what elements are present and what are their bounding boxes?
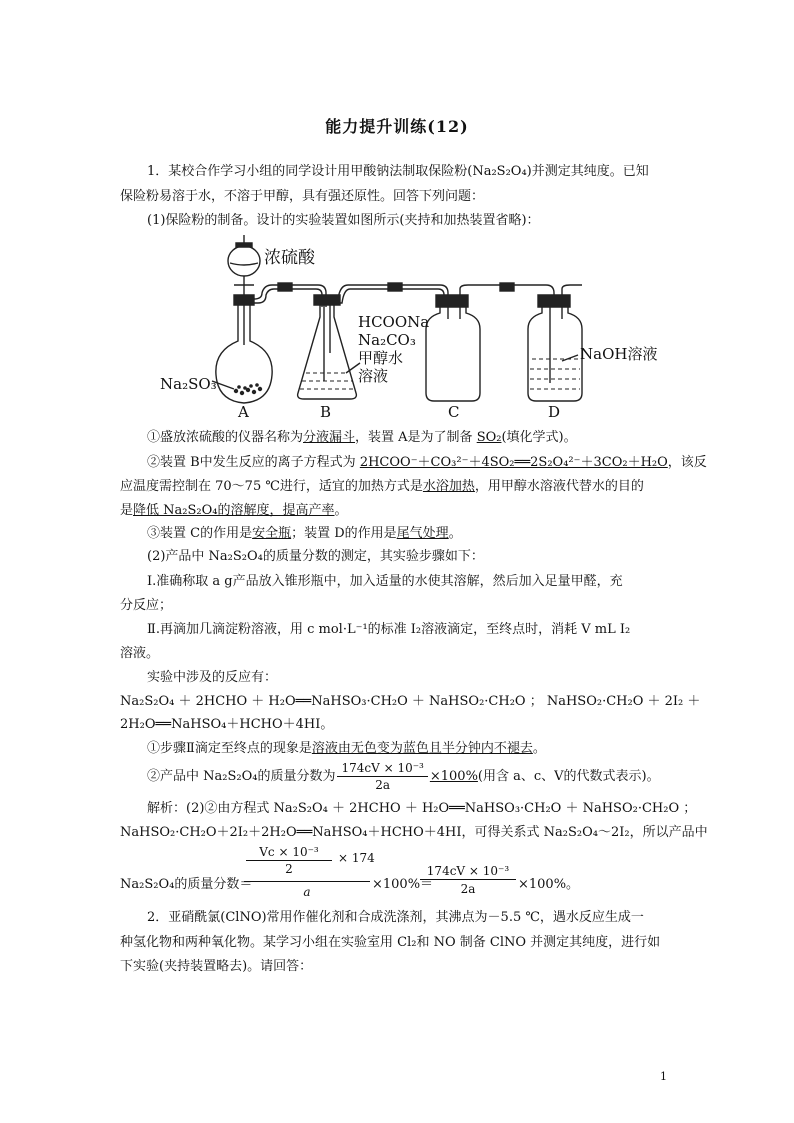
q2-line1: 2．亚硝酰氯(ClNO)常用作催化剂和合成洗涤剂，其沸点为－5.5 ℃，遇水反应生成一 <box>147 910 644 925</box>
reaction-line1: Na₂S₂O₄ ＋ 2HCHO ＋ H₂O══NaHSO₃·CH₂O ＋ NaHSO₂·CH₂O ； NaHSO₂·CH₂O ＋ 2I₂ ＋ <box>120 694 701 709</box>
explanation-line1: 解析：(2)②由方程式 Na₂S₂O₄ ＋ 2HCHO ＋ H₂O══NaHSO₃·CH₂O ＋ NaHSO₂·CH₂O ； <box>147 801 697 816</box>
answer-purpose: 降低 Na₂S₂O₄的溶解度，提高产率 <box>133 503 335 518</box>
step1-line2: 分反应； <box>120 598 173 613</box>
answer-1-2-line2: 应温度需控制在 70～75 ℃进行，适宜的加热方式是水浴加热，用甲醇水溶液代替水的目的 <box>120 479 644 494</box>
q2-line3: 下实验(夹持装置略去)。请回答： <box>120 959 313 974</box>
explanation-formula: Vc × 10⁻³ 2 × 174 a Na₂S₂O₄的质量分数＝ ×100%＝ 174cV × 10⁻³ 2a ×100%。 <box>120 845 580 899</box>
label-C: C <box>448 403 460 421</box>
label-solution: 溶液 <box>358 367 389 385</box>
answer-1-2-line3: 是降低 Na₂S₂O₄的溶解度，提高产率。 <box>120 503 348 518</box>
answer-tail-gas: 尾气处理 <box>396 526 449 541</box>
answer-so2: SO₂ <box>476 430 502 445</box>
q1-part2: (2)产品中 Na₂S₂O₄的质量分数的测定，其实验步骤如下： <box>147 549 484 564</box>
page-title: 能力提升训练(12) <box>325 117 469 136</box>
label-A: A <box>238 403 249 421</box>
reactions-title: 实验中涉及的反应有： <box>147 670 278 685</box>
answer-2-1: ①步骤Ⅱ滴定至终点的现象是溶液由无色变为蓝色且半分钟内不褪去。 <box>147 741 546 756</box>
answer-1-1: ①盛放浓硫酸的仪器名称为分液漏斗，装置 A是为了制备 SO₂(填化学式)。 <box>147 430 577 445</box>
apparatus-diagram <box>150 233 680 423</box>
answer-ionic-equation: 2HCOO⁻＋CO₃²⁻＋4SO₂══2S₂O₄²⁻＋3CO₂＋H₂O <box>359 455 668 470</box>
answer-safety-bottle: 安全瓶 <box>252 526 292 541</box>
answer-2-2: ②产品中 Na₂S₂O₄的质量分数为 $\frac{\text{174cV × 10⁻³}}{2a}$ ×100%(用含 a、c、V的代数式表示)。 <box>147 761 660 792</box>
q2-line2: 种氢化物和两种氧化物。某学习小组在实验室用 Cl₂和 NO 制备 ClNO 并测定其纯度，进行如 <box>120 935 661 950</box>
reaction-line2: 2H₂O══NaHSO₄＋HCHO＋4HI。 <box>120 717 334 732</box>
page-number: 1 <box>660 1070 667 1083</box>
answer-water-bath: 水浴加热 <box>422 479 475 494</box>
label-B: B <box>320 403 332 421</box>
step2-line2: 溶液。 <box>120 646 160 661</box>
step1-line1: Ⅰ.准确称取 a g产品放入锥形瓶中，加入适量的水使其溶解，然后加入足量甲醛，充 <box>147 574 623 589</box>
label-na2so3: Na₂SO₃ <box>160 375 217 393</box>
step2-line1: Ⅱ.再滴加几滴淀粉溶液，用 c mol·L⁻¹的标准 I₂溶液滴定，至终点时，消耗 V mL I₂ <box>147 622 631 637</box>
answer-1-3: ③装置 C的作用是安全瓶；装置 D的作用是尾气处理。 <box>147 526 462 541</box>
answer-1-2-line1: ②装置 B中发生反应的离子方程式为 2HCOO⁻＋CO₃²⁻＋4SO₂══2S₂O₄²⁻＋3CO₂＋H₂O，该反 <box>147 455 707 470</box>
label-naoh-solution: NaOH溶液 <box>580 345 658 363</box>
answer-separatory-funnel: 分液漏斗 <box>303 430 356 445</box>
q1-part1: (1)保险粉的制备。设计的实验装置如图所示(夹持和加热装置省略)： <box>147 213 540 228</box>
label-conc-sulfuric-acid: 浓硫酸 <box>264 248 315 268</box>
explanation-line2: NaHSO₂·CH₂O＋2I₂＋2H₂O══NaHSO₄＋HCHO＋4HI，可得关系式 Na₂S₂O₄～2I₂，所以产品中 <box>120 825 708 840</box>
answer-endpoint: 溶液由无色变为蓝色且半分钟内不褪去 <box>311 741 533 756</box>
label-hcoona: HCOONa <box>358 313 430 331</box>
label-D: D <box>548 403 561 421</box>
q1-intro-line2: 保险粉易溶于水，不溶于甲醇，具有强还原性。回答下列问题： <box>120 189 485 204</box>
label-na2co3: Na₂CO₃ <box>358 331 416 349</box>
mass-fraction-formula: $\frac{\text{174cV × 10⁻³}}{2a}$ <box>337 760 427 793</box>
label-methanol-water: 甲醇水 <box>358 349 404 367</box>
q1-intro-line1: 1．某校合作学习小组的同学设计用甲酸钠法制取保险粉(Na₂S₂O₄)并测定其纯度。已知 <box>147 164 649 179</box>
